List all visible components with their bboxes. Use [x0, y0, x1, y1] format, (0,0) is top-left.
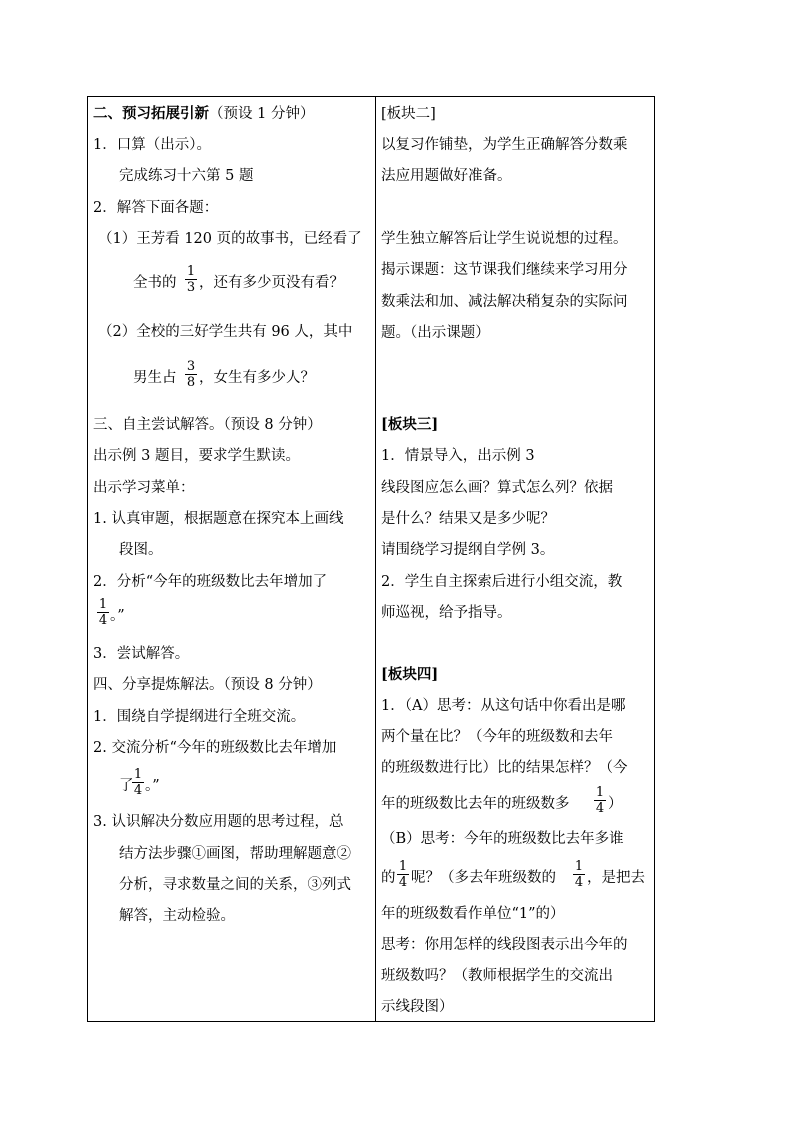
share-item-2-line-2a: 了 — [119, 778, 134, 794]
fraction-one-third — [185, 265, 197, 294]
section-4-title: 四、分享提炼解法。（预设 8 分钟） — [93, 677, 322, 693]
section-3-title: 三、自主尝试解答。（预设 8 分钟） — [93, 417, 322, 433]
block-3-text-2: 线段图应怎么画？算式怎么列？依据 — [381, 480, 613, 496]
fraction-denominator: 4 — [398, 875, 408, 890]
show-example-3: 出示例 3 题目，要求学生默读。 — [93, 448, 300, 464]
block-2-text-4: 揭示课题：这节课我们继续来学习用分 — [381, 262, 628, 278]
menu-item-1-line-2: 段图。 — [119, 542, 163, 558]
block-4-text-6c: ，是把去 — [587, 870, 645, 886]
menu-item-3: 3．尝试解答。 — [93, 646, 190, 662]
fraction-numerator: 1 — [133, 767, 143, 782]
block-2-text-6: 题。（出示课题） — [381, 325, 490, 341]
teaching-process-column — [88, 97, 375, 1021]
fraction-numerator: 1 — [398, 859, 408, 874]
menu-item-2-line-1: 2．分析“今年的班级数比去年增加了 — [93, 574, 328, 590]
fraction-denominator: 8 — [186, 375, 196, 390]
block-4-text-5: （B）思考：今年的班级数比去年多谁 — [381, 831, 624, 847]
block-4-text-4a: 年的班级数比去年的班级数多 — [381, 796, 570, 812]
fraction-denominator: 4 — [574, 875, 584, 890]
fraction-one-fourth — [594, 786, 606, 815]
solve-items-heading: 2．解答下面各题： — [93, 200, 219, 216]
fraction-three-eighths — [185, 360, 197, 389]
fraction-one-fourth — [573, 860, 585, 889]
fraction-one-fourth — [97, 598, 109, 627]
block-2-text-2: 法应用题做好准备。 — [381, 168, 512, 184]
share-item-3-line-1: 3. 认识解决分数应用题的思考过程，总 — [93, 814, 344, 830]
section-2-title-time: （预设 1 分钟） — [209, 106, 315, 122]
exercise-ref: 完成练习十六第 5 题 — [119, 168, 254, 184]
fraction-one-fourth — [397, 860, 409, 889]
block-2-text-1: 以复习作铺垫，为学生正确解答分数乘 — [381, 137, 628, 153]
menu-item-2-line-2: 。” — [110, 608, 125, 624]
problem-2-line-2a: 男生占 — [133, 370, 177, 386]
design-intent-column — [376, 97, 655, 1021]
fraction-numerator: 1 — [186, 264, 196, 279]
fraction-numerator: 1 — [574, 859, 584, 874]
block-4-text-9: 班级数吗？（教师根据学生的交流出 — [381, 968, 613, 984]
share-item-2-line-2b: 。” — [145, 778, 160, 794]
share-item-2-line-1: 2. 交流分析“今年的班级数比去年增加 — [93, 740, 337, 756]
block-4-text-10: 示线段图） — [381, 999, 454, 1015]
block-4-text-1: 1．（A）思考：从这句话中你看出是哪 — [381, 698, 626, 714]
fraction-denominator: 3 — [186, 280, 196, 295]
block-2-text-5: 数乘法和加、减法解决稍复杂的实际问 — [381, 294, 628, 310]
block-4-text-6b: 呢？（多去年班级数的 — [411, 870, 556, 886]
block-3-text-5: 2．学生自主探索后进行小组交流，教 — [381, 574, 623, 590]
block-3-label: [板块三] — [381, 416, 439, 433]
fraction-denominator: 4 — [98, 613, 108, 628]
block-4-text-7: 年的班级数看作单位“1”的） — [381, 906, 565, 922]
fraction-numerator: 1 — [595, 785, 605, 800]
share-item-1: 1．围绕自学提纲进行全班交流。 — [93, 709, 306, 725]
block-3-text-1: 1．情景导入，出示例 3 — [381, 448, 535, 464]
block-3-text-4: 请围绕学习提纲自学例 3。 — [381, 542, 555, 558]
share-item-3-line-2: 结方法步骤①画图，帮助理解题意② — [119, 846, 351, 862]
block-4-text-6a: 的 — [381, 870, 396, 886]
menu-item-1-line-1: 1. 认真审题，根据题意在探究本上画线 — [93, 511, 344, 527]
problem-1-line-2b: ，还有多少页没有看？ — [199, 275, 344, 291]
section-2-title-main: 二、预习拓展引新 — [93, 105, 209, 122]
block-4-text-2: 两个量在比？（今年的班级数和去年 — [381, 729, 613, 745]
fraction-denominator: 4 — [595, 801, 605, 816]
block-4-text-8: 思考：你用怎样的线段图表示出今年的 — [381, 937, 628, 953]
fraction-numerator: 1 — [98, 597, 108, 612]
section-2-title — [93, 105, 314, 123]
block-3-text-3: 是什么？结果又是多少呢？ — [381, 511, 555, 527]
lesson-plan-table — [87, 96, 655, 1022]
problem-2-line-1: （2）全校的三好学生共有 96 人，其中 — [98, 324, 353, 340]
problem-1-line-2a: 全书的 — [133, 275, 177, 291]
learning-menu-heading: 出示学习菜单： — [93, 480, 195, 496]
block-4-label: [板块四] — [381, 666, 439, 683]
oral-calc-item: 1．口算（出示）。 — [93, 137, 211, 153]
share-item-3-line-3: 分析，寻求数量之间的关系，③列式 — [119, 877, 351, 893]
block-2-text-3: 学生独立解答后让学生说说想的过程。 — [381, 231, 628, 247]
fraction-denominator: 4 — [133, 783, 143, 798]
block-3-text-6: 师巡视，给予指导。 — [381, 605, 512, 621]
block-4-text-3: 的班级数进行比）比的结果怎样？（今 — [381, 760, 628, 776]
share-item-3-line-4: 解答，主动检验。 — [119, 908, 235, 924]
problem-1-line-1: （1）王芳看 120 页的故事书，已经看了 — [98, 231, 362, 247]
problem-2-line-2b: ，女生有多少人？ — [199, 370, 315, 386]
block-2-label: [板块二] — [381, 106, 436, 122]
block-4-text-4b: ） — [608, 796, 623, 812]
fraction-numerator: 3 — [186, 359, 196, 374]
fraction-one-fourth — [132, 768, 144, 797]
